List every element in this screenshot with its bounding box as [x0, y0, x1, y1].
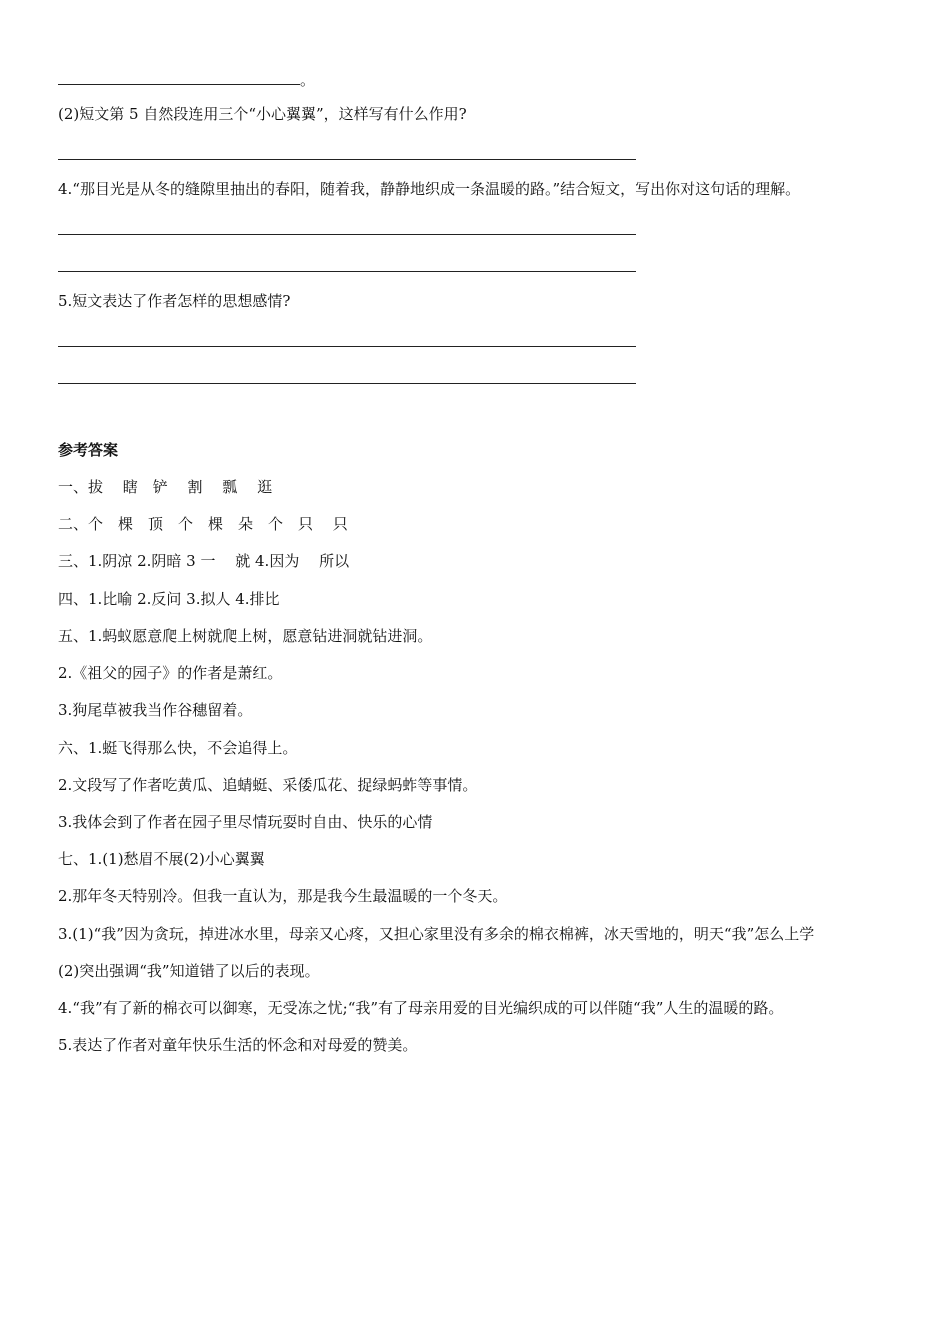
answer-7-4: 4.“我”有了新的棉衣可以御寒，无受冻之忧;“我”有了母亲用爱的目光编织成的可以伴随“我”人生的温暖的路。 [58, 999, 784, 1017]
answer-5-1: 五、1.蚂蚁愿意爬上树就爬上树，愿意钻进洞就钻进洞。 [58, 627, 433, 645]
sentence-end: 。 [300, 71, 316, 89]
answer-5-2: 2.《祖父的园子》的作者是萧红。 [58, 664, 283, 682]
answer-7-3b: (2)突出强调“我”知道错了以后的表现。 [58, 962, 320, 980]
answer-blank [58, 271, 636, 272]
answer-2: 二、个 棵 顶 个 棵 朵 个 只 只 [58, 515, 348, 533]
question-4: 4.“那目光是从冬的缝隙里抽出的春阳，随着我，静静地织成一条温暖的路。”结合短文，写出你对这句话的理解。 [58, 180, 801, 198]
answer-7-5: 5.表达了作者对童年快乐生活的怀念和对母爱的赞美。 [58, 1036, 418, 1054]
answer-blank [58, 159, 636, 160]
answer-6-1: 六、1.蜓飞得那么快，不会追得上。 [58, 739, 298, 757]
answer-6-3: 3.我体会到了作者在园子里尽情玩耍时自由、快乐的心情 [58, 813, 433, 831]
answer-4: 四、1.比喻 2.反问 3.拟人 4.排比 [58, 590, 280, 608]
answer-blank [58, 234, 636, 235]
answer-5-3: 3.狗尾草被我当作谷穗留着。 [58, 701, 253, 719]
answer-7-1: 七、1.(1)愁眉不展(2)小心翼翼 [58, 850, 265, 868]
answers-title: 参考答案 [58, 441, 119, 459]
answer-6-2: 2.文段写了作者吃黄瓜、追蜻蜓、采倭瓜花、捉绿蚂蚱等事情。 [58, 776, 478, 794]
answer-7-3: 3.(1)“我”因为贪玩，掉进冰水里，母亲又心疼，又担心家里没有多余的棉衣棉裤，冰天雪地的，明天“我”怎么上学 [58, 925, 815, 943]
question-3-2: (2)短文第 5 自然段连用三个“小心翼翼”，这样写有什么作用? [58, 105, 467, 123]
answer-blank [58, 346, 636, 347]
answer-blank [58, 383, 636, 384]
answer-7-2: 2.那年冬天特别冷。但我一直认为，那是我今生最温暖的一个冬天。 [58, 887, 508, 905]
answer-1: 一、拔 瞎 铲 割 瓢 逛 [58, 478, 273, 496]
question-5: 5.短文表达了作者怎样的思想感情? [58, 292, 291, 310]
answer-3: 三、1.阴凉 2.阴暗 3 一 就 4.因为 所以 [58, 552, 350, 570]
answer-blank [58, 84, 300, 85]
